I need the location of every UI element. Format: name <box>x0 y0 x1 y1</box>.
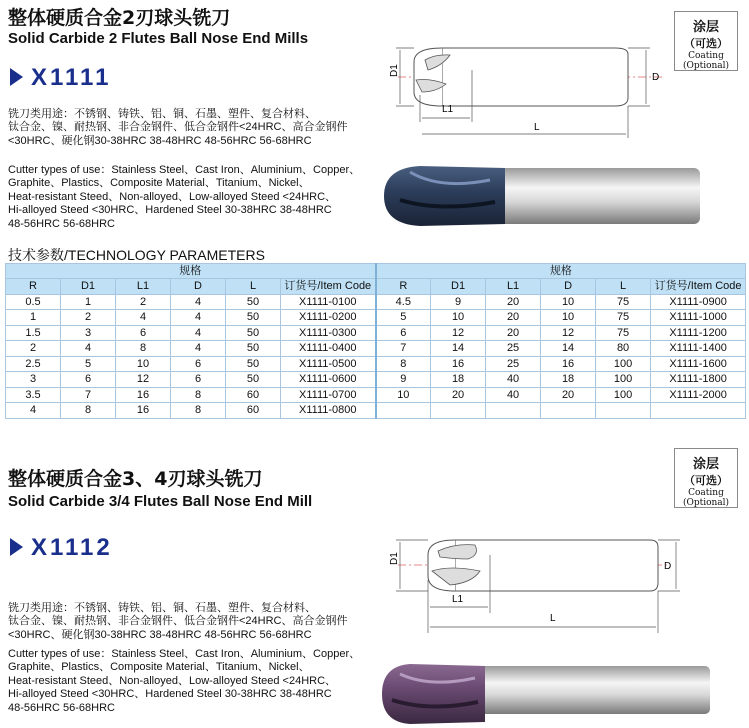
section2-coating-badge <box>674 448 738 508</box>
table-cell: 50 <box>226 325 281 341</box>
usage-en-line: Graphite、Plastics、Composite Material、Titanium、Nickel、 <box>8 177 310 190</box>
spec-group-label-left: 规格 <box>6 264 376 279</box>
usage-cn-line: 钛合金、镍、耐热钢、非合金钢件、低合金钢件<24HRC、高合金钢件 <box>8 121 348 134</box>
tool-coated-head <box>382 664 485 724</box>
table-cell: 10 <box>541 310 596 326</box>
dim-d1-label: D1 <box>389 64 400 77</box>
section2-usage-cn <box>8 602 368 642</box>
section2-product-code <box>10 534 113 562</box>
table-cell: 20 <box>541 387 596 403</box>
table-cell: 10 <box>431 310 486 326</box>
table-cell: 12 <box>116 372 171 388</box>
table-cell: 12 <box>431 325 486 341</box>
table-cell: 3 <box>6 372 61 388</box>
usage-cn-line: <30HRC、硬化钢30-38HRC 38-48HRC 48-56HRC 56-68HRC <box>8 134 312 147</box>
table-cell: 1 <box>61 294 116 310</box>
table-cell: 2.5 <box>6 356 61 372</box>
coating-label-en: Coating <box>688 51 724 61</box>
spec-group-label-right: 规格 <box>376 264 746 279</box>
table-cell <box>431 403 486 419</box>
table-cell: 4 <box>61 341 116 357</box>
table-column-header <box>6 279 746 295</box>
table-cell: X1111-0800 <box>281 403 376 419</box>
table-cell: 6 <box>171 356 226 372</box>
table-cell: 2 <box>116 294 171 310</box>
table-row <box>6 325 746 341</box>
triangle-bullet-icon <box>10 538 23 556</box>
col-header-d1: D1 <box>61 279 116 295</box>
col-header-l1: L1 <box>486 279 541 295</box>
table-cell: 7 <box>61 387 116 403</box>
table-cell: 5 <box>376 310 431 326</box>
usage-cn-line: 钛合金、镍、耐热钢、非合金钢件、低合金钢件<24HRC、高合金钢件 <box>8 615 348 628</box>
table-cell: 10 <box>376 387 431 403</box>
table-cell: 5 <box>61 356 116 372</box>
table-cell: 20 <box>486 310 541 326</box>
usage-en-line: Heat-resistant Steed、Non-alloyed、Low-alloyed Steed <24HRC、 <box>8 674 337 687</box>
table-cell: 6 <box>61 372 116 388</box>
table-cell: 100 <box>596 356 651 372</box>
coating-label-cn: 涂层 <box>692 20 719 35</box>
section2-title-en: Solid Carbide 3/4 Flutes Ball Nose End Mill <box>8 493 313 510</box>
table-cell: 18 <box>431 372 486 388</box>
table-cell: X1111-1600 <box>651 356 746 372</box>
col-header-l: L <box>226 279 281 295</box>
table-cell: 75 <box>596 294 651 310</box>
section2-title-cn: 整体硬质合金3、4刃球头铣刀 <box>8 468 263 490</box>
table-cell: 6 <box>171 372 226 388</box>
coating-label-cn: 涂层 <box>692 457 719 472</box>
table-cell: 12 <box>541 325 596 341</box>
table-cell: 40 <box>486 372 541 388</box>
table-cell: X1111-0900 <box>651 294 746 310</box>
table-cell: 1.5 <box>6 325 61 341</box>
table-cell: 4 <box>116 310 171 326</box>
table-cell: 20 <box>486 294 541 310</box>
table-cell: 10 <box>116 356 171 372</box>
table-cell: X1111-2000 <box>651 387 746 403</box>
dim-l-label: L <box>550 613 556 624</box>
table-cell: 0.5 <box>6 294 61 310</box>
table-cell: 60 <box>226 387 281 403</box>
col-header-d1: D1 <box>431 279 486 295</box>
table-cell: X1111-0700 <box>281 387 376 403</box>
table-cell: 2 <box>6 341 61 357</box>
table-cell: 20 <box>431 387 486 403</box>
usage-en-line: 48-56HRC 56-68HRC <box>8 701 115 714</box>
table-cell: 4 <box>171 325 226 341</box>
table-cell: 75 <box>596 310 651 326</box>
coating-label-en: Coating <box>688 488 724 498</box>
dim-l1-label: L1 <box>452 594 464 605</box>
usage-en-line: 48-56HRC 56-68HRC <box>8 217 115 230</box>
table-cell: 18 <box>541 372 596 388</box>
table-cell: 8 <box>376 356 431 372</box>
table-cell: 6 <box>376 325 431 341</box>
coating-optional-en: (Optional) <box>682 498 730 508</box>
table-cell: X1111-0500 <box>281 356 376 372</box>
table-row <box>6 294 746 310</box>
table-cell: X1111-1000 <box>651 310 746 326</box>
table-cell: X1111-1400 <box>651 341 746 357</box>
table-cell: 20 <box>486 325 541 341</box>
table-cell: 50 <box>226 341 281 357</box>
table-row <box>6 403 746 419</box>
section1-dimension-diagram <box>380 40 670 140</box>
usage-en-line: Hi-alloyed Steed <30HRC、Hardened Steel 30-38HRC 38-48HRC <box>8 688 332 701</box>
table-cell: 50 <box>226 356 281 372</box>
tool-coated-head <box>384 166 505 226</box>
col-header-d: D <box>171 279 226 295</box>
table-cell: 4.5 <box>376 294 431 310</box>
section2-tool-photo <box>380 662 715 728</box>
table-cell <box>376 403 431 419</box>
table-cell: 25 <box>486 341 541 357</box>
table-cell: 50 <box>226 294 281 310</box>
table-cell: 80 <box>596 341 651 357</box>
col-header-l1: L1 <box>116 279 171 295</box>
col-header-d: D <box>541 279 596 295</box>
col-header-item-code: 订货号/Item Code <box>281 279 376 295</box>
section1-usage-en <box>8 164 378 231</box>
dim-l1-label: L1 <box>442 104 454 115</box>
usage-en-line: Cutter types of use：Stainless Steel、Cast Iron、Aluminium、Copper、 <box>8 164 361 176</box>
table-cell: 7 <box>376 341 431 357</box>
section1-product-code <box>10 64 111 92</box>
table-cell: X1111-0400 <box>281 341 376 357</box>
table-cell <box>541 403 596 419</box>
table-group-header <box>6 264 746 279</box>
table-row <box>6 387 746 403</box>
table-cell: 25 <box>486 356 541 372</box>
dim-d-label: D <box>664 561 672 572</box>
table-cell: 8 <box>116 341 171 357</box>
coating-optional-en: (Optional) <box>682 61 730 71</box>
usage-en-line: Graphite、Plastics、Composite Material、Titanium、Nickel、 <box>8 661 310 674</box>
table-cell: 10 <box>541 294 596 310</box>
table-cell: 60 <box>226 403 281 419</box>
usage-en-line: Cutter types of use：Stainless Steel、Cast Iron、Aluminium、Copper、 <box>8 648 361 660</box>
usage-cn-line: 铣刀类用途：不锈钢、铸铁、铝、铜、石墨、塑件、复合材料、 <box>8 108 316 120</box>
table-cell: 4 <box>171 341 226 357</box>
table-cell: X1111-1200 <box>651 325 746 341</box>
dim-l-label: L <box>534 122 540 133</box>
section2-usage-en <box>8 648 378 715</box>
table-cell: 16 <box>431 356 486 372</box>
section1-tool-photo <box>380 150 705 240</box>
col-header-l: L <box>596 279 651 295</box>
table-cell: X1111-1800 <box>651 372 746 388</box>
table-cell: 14 <box>431 341 486 357</box>
col-header-r: R <box>376 279 431 295</box>
table-cell: X1111-0200 <box>281 310 376 326</box>
triangle-bullet-icon <box>10 68 23 86</box>
table-cell: 2 <box>61 310 116 326</box>
table-cell: 50 <box>226 310 281 326</box>
table-cell: 16 <box>541 356 596 372</box>
tech-params-title: 技术参数/TECHNOLOGY PARAMETERS <box>8 247 265 263</box>
tool-shank <box>500 168 700 224</box>
table-cell: 8 <box>171 387 226 403</box>
section2-code-text: X1112 <box>31 534 113 561</box>
table-cell: 100 <box>596 372 651 388</box>
table-cell: 16 <box>116 403 171 419</box>
table-row <box>6 372 746 388</box>
table-cell <box>596 403 651 419</box>
table-cell: 100 <box>596 387 651 403</box>
table-cell: 8 <box>61 403 116 419</box>
section2-dimension-diagram <box>380 535 680 635</box>
table-cell: 75 <box>596 325 651 341</box>
table-cell: 50 <box>226 372 281 388</box>
table-cell: 40 <box>486 387 541 403</box>
section1-coating-badge <box>674 11 738 71</box>
section1-title-cn: 整体硬质合金2刃球头铣刀 <box>8 7 231 29</box>
table-cell: X1111-0600 <box>281 372 376 388</box>
table-cell: 4 <box>6 403 61 419</box>
col-header-r: R <box>6 279 61 295</box>
table-cell: 3 <box>61 325 116 341</box>
table-cell: 4 <box>171 294 226 310</box>
section1-usage-cn <box>8 108 368 148</box>
table-cell: 9 <box>431 294 486 310</box>
dim-d-label: D <box>652 72 660 83</box>
tool-shank-outline <box>442 48 628 106</box>
table-cell: 1 <box>6 310 61 326</box>
usage-en-line: Hi-alloyed Steed <30HRC、Hardened Steel 30-38HRC 38-48HRC <box>8 204 332 217</box>
tool-shank-outline <box>455 540 658 591</box>
usage-en-line: Heat-resistant Steed、Non-alloyed、Low-alloyed Steed <24HRC、 <box>8 190 337 203</box>
table-cell: 6 <box>116 325 171 341</box>
coating-optional-cn: （可选） <box>684 37 728 50</box>
usage-cn-line: 铣刀类用途：不锈钢、铸铁、铝、铜、石墨、塑件、复合材料、 <box>8 602 316 614</box>
table-row <box>6 310 746 326</box>
table-cell: 4 <box>171 310 226 326</box>
table-cell: X1111-0300 <box>281 325 376 341</box>
tech-params-table <box>5 263 746 419</box>
coating-optional-cn: （可选） <box>684 474 728 487</box>
col-header-item-code: 订货号/Item Code <box>651 279 746 295</box>
table-cell <box>651 403 746 419</box>
table-row <box>6 341 746 357</box>
table-row <box>6 356 746 372</box>
table-cell <box>486 403 541 419</box>
table-cell: 9 <box>376 372 431 388</box>
table-cell: 8 <box>171 403 226 419</box>
table-cell: X1111-0100 <box>281 294 376 310</box>
dim-d1-label: D1 <box>389 552 400 565</box>
table-cell: 14 <box>541 341 596 357</box>
usage-cn-line: <30HRC、硬化钢30-38HRC 38-48HRC 48-56HRC 56-68HRC <box>8 628 312 641</box>
table-cell: 16 <box>116 387 171 403</box>
table-body <box>6 294 746 418</box>
section1-code-text: X1111 <box>31 64 112 91</box>
table-cell: 3.5 <box>6 387 61 403</box>
section1-title-en: Solid Carbide 2 Flutes Ball Nose End Mills <box>8 30 309 47</box>
tool-shank <box>480 666 710 714</box>
